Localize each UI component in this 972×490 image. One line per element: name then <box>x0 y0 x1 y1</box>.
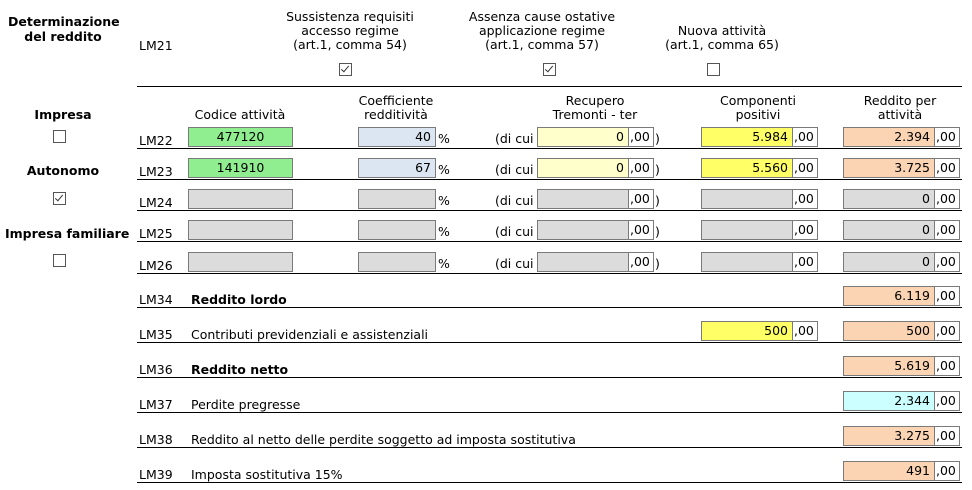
summary-label: Reddito al netto delle perdite soggetto ad imposta sostitutiva <box>191 432 576 447</box>
row-code: LM25 <box>139 226 173 241</box>
recupero-field[interactable] <box>537 220 629 240</box>
recupero-decimals: ,00 <box>628 158 654 178</box>
summary-divider <box>137 342 962 343</box>
codice-attivita-field[interactable] <box>188 252 293 272</box>
row-code: LM22 <box>139 133 173 148</box>
dicui-label: (di cui <box>495 131 534 146</box>
summary-value-field[interactable]: 491 <box>843 461 935 481</box>
section-title-line1: Determinazione <box>8 14 120 29</box>
summary-code: LM35 <box>139 327 173 342</box>
divider <box>137 86 962 87</box>
summary-value-field[interactable]: 500 <box>843 321 935 341</box>
section-title-line2: del reddito <box>24 29 102 44</box>
impresa-label: Impresa <box>34 107 92 122</box>
coefficiente-field[interactable]: 40 <box>358 127 436 147</box>
componenti-field[interactable]: 5.984 <box>701 127 793 147</box>
summary-value-field[interactable]: 3.275 <box>843 426 935 446</box>
codice-attivita-field[interactable]: 141910 <box>188 158 293 178</box>
componenti-field[interactable] <box>701 220 793 240</box>
close-paren: ) <box>655 256 660 271</box>
summary-label: Reddito lordo <box>191 292 287 307</box>
summary-value-decimals: ,00 <box>934 426 960 446</box>
percent-sign: % <box>438 256 450 271</box>
summary-code: LM39 <box>139 467 173 482</box>
contributi-mid-field[interactable]: 500 <box>701 321 793 341</box>
recupero-decimals: ,00 <box>628 252 654 272</box>
summary-code: LM34 <box>139 292 173 307</box>
componenti-decimals: ,00 <box>792 189 818 209</box>
lm21-col2-header: Assenza cause ostative applicazione regime (art.1, comma 57) <box>468 9 616 52</box>
summary-label: Perdite pregresse <box>191 397 301 412</box>
coefficiente-field[interactable] <box>358 220 436 240</box>
summary-divider <box>137 377 962 378</box>
componenti-decimals: ,00 <box>792 252 818 272</box>
reddito-decimals: ,00 <box>934 189 960 209</box>
autonomo-checkbox[interactable] <box>53 192 66 205</box>
lm21-nuova-attivita-checkbox[interactable] <box>707 63 720 76</box>
codice-attivita-field[interactable] <box>188 220 293 240</box>
componenti-field[interactable]: 5.560 <box>701 158 793 178</box>
recupero-decimals: ,00 <box>628 220 654 240</box>
recupero-field[interactable]: 0 <box>537 127 629 147</box>
summary-divider <box>137 412 962 413</box>
recupero-field[interactable] <box>537 252 629 272</box>
percent-sign: % <box>438 193 450 208</box>
row-code: LM26 <box>139 258 173 273</box>
recupero-decimals: ,00 <box>628 127 654 147</box>
row-divider <box>137 210 962 211</box>
summary-value-field[interactable]: 2.344 <box>843 391 935 411</box>
row-code: LM24 <box>139 195 173 210</box>
dicui-label: (di cui <box>495 256 534 271</box>
componenti-decimals: ,00 <box>792 220 818 240</box>
componenti-field[interactable] <box>701 189 793 209</box>
summary-code: LM38 <box>139 432 173 447</box>
summary-value-field[interactable]: 6.119 <box>843 286 935 306</box>
coefficiente-field[interactable] <box>358 252 436 272</box>
summary-value-decimals: ,00 <box>934 286 960 306</box>
lm21-col3-header: Nuova attività (art.1, comma 65) <box>665 23 779 52</box>
percent-sign: % <box>438 224 450 239</box>
lm21-col1-header: Sussistenza requisiti accesso regime (art.1, comma 54) <box>286 9 414 52</box>
summary-divider <box>137 447 962 448</box>
codice-attivita-field[interactable] <box>188 189 293 209</box>
reddito-field[interactable]: 0 <box>843 252 935 272</box>
componenti-decimals: ,00 <box>792 158 818 178</box>
recupero-decimals: ,00 <box>628 189 654 209</box>
close-paren: ) <box>655 193 660 208</box>
contributi-mid-decimals: ,00 <box>792 321 818 341</box>
header-reddito-attivita: Reddito per attività <box>863 93 937 122</box>
summary-value-decimals: ,00 <box>934 356 960 376</box>
recupero-field[interactable]: 0 <box>537 158 629 178</box>
lm21-code: LM21 <box>139 38 173 53</box>
codice-attivita-field[interactable]: 477120 <box>188 127 293 147</box>
summary-label: Contributi previdenziali e assistenziali <box>191 327 429 342</box>
row-code: LM23 <box>139 164 173 179</box>
summary-value-decimals: ,00 <box>934 391 960 411</box>
reddito-decimals: ,00 <box>934 252 960 272</box>
header-componenti-positivi: Componenti positivi <box>719 93 797 122</box>
impresa-checkbox[interactable] <box>53 130 66 143</box>
percent-sign: % <box>438 162 450 177</box>
reddito-decimals: ,00 <box>934 158 960 178</box>
lm21-requisiti-checkbox[interactable] <box>339 63 352 76</box>
dicui-label: (di cui <box>495 162 534 177</box>
row-divider <box>137 273 962 274</box>
reddito-decimals: ,00 <box>934 220 960 240</box>
reddito-field[interactable]: 0 <box>843 220 935 240</box>
coefficiente-field[interactable]: 67 <box>358 158 436 178</box>
dicui-label: (di cui <box>495 224 534 239</box>
impresa-familiare-checkbox[interactable] <box>53 254 66 267</box>
summary-label: Imposta sostitutiva 15% <box>191 467 343 482</box>
recupero-field[interactable] <box>537 189 629 209</box>
row-divider <box>137 148 962 149</box>
header-recupero: Recupero Tremonti - ter <box>552 93 638 122</box>
summary-value-decimals: ,00 <box>934 461 960 481</box>
percent-sign: % <box>438 131 450 146</box>
coefficiente-field[interactable] <box>358 189 436 209</box>
summary-value-field[interactable]: 5.619 <box>843 356 935 376</box>
reddito-decimals: ,00 <box>934 127 960 147</box>
close-paren: ) <box>655 131 660 146</box>
header-coefficiente: Coefficiente redditività <box>358 93 434 122</box>
summary-value-decimals: ,00 <box>934 321 960 341</box>
reddito-field[interactable]: 0 <box>843 189 935 209</box>
reddito-field[interactable]: 3.725 <box>843 158 935 178</box>
close-paren: ) <box>655 162 660 177</box>
summary-code: LM36 <box>139 362 173 377</box>
close-paren: ) <box>655 224 660 239</box>
summary-divider <box>137 482 962 483</box>
row-divider <box>137 179 962 180</box>
componenti-decimals: ,00 <box>792 127 818 147</box>
dicui-label: (di cui <box>495 193 534 208</box>
row-divider <box>137 241 962 242</box>
componenti-field[interactable] <box>701 252 793 272</box>
summary-code: LM37 <box>139 397 173 412</box>
lm21-cause-ostative-checkbox[interactable] <box>543 63 556 76</box>
header-codice-attivita: Codice attività <box>194 107 286 122</box>
impresa-familiare-label: Impresa familiare <box>5 226 130 241</box>
summary-label: Reddito netto <box>191 362 289 377</box>
summary-divider <box>137 307 962 308</box>
autonomo-label: Autonomo <box>26 163 100 178</box>
reddito-field[interactable]: 2.394 <box>843 127 935 147</box>
